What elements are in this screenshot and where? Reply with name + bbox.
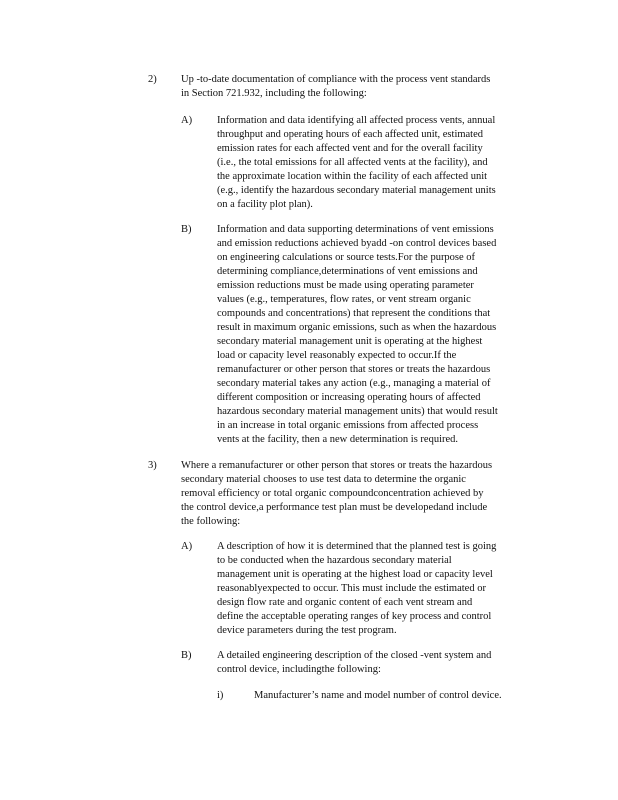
text-line: and emission reductions achieved byadd -on control devices based bbox=[217, 238, 497, 249]
text-line: compounds and concentrations) that represent the conditions that bbox=[217, 308, 491, 319]
text-line: design flow rate and organic content of each vent stream and bbox=[217, 597, 473, 608]
text-line: Manufacturer’s name and model number of control device. bbox=[254, 690, 502, 701]
text-line: secondary material chooses to use test data to determine the organic bbox=[181, 474, 466, 485]
text-line: the approximate location within the facility of each affected unit bbox=[217, 171, 488, 182]
text-line: reasonablyexpected to occur. This must include the estimated or bbox=[217, 583, 486, 594]
text-line: vents at the facility, then a new determination is required. bbox=[217, 434, 459, 445]
text-line: Information and data supporting determinations of vent emissions bbox=[217, 224, 494, 235]
item-label: 3) bbox=[148, 460, 157, 471]
subitem-label: A) bbox=[181, 115, 193, 126]
text-line: remanufacturer or other person that stores or treats the hazardous bbox=[217, 364, 491, 375]
text-line: (i.e., the total emissions for all affected vents at the facility), and bbox=[217, 157, 488, 168]
text-line: emission reductions must be made using operating parameter bbox=[217, 280, 474, 291]
text-line: (e.g., identify the hazardous secondary material management units bbox=[217, 185, 496, 196]
text-line: determining compliance,determinations of vent emissions and bbox=[217, 266, 478, 277]
text-line: Where a remanufacturer or other person that stores or treats the hazardous bbox=[181, 460, 493, 471]
subitem-label: B) bbox=[181, 224, 192, 235]
text-line: on a facility plot plan). bbox=[217, 199, 313, 210]
text-line: in Section 721.932, including the following: bbox=[181, 88, 367, 99]
text-line: A detailed engineering description of the closed -vent system and bbox=[217, 650, 492, 661]
subitem-label: B) bbox=[181, 650, 192, 661]
text-line: Up -to-date documentation of compliance with the process vent standards bbox=[181, 74, 491, 85]
text-line: control device, includingthe following: bbox=[217, 664, 381, 675]
text-line: emission rates for each affected vent and for the overall facility bbox=[217, 143, 483, 154]
text-line: the following: bbox=[181, 516, 241, 527]
text-line: removal efficiency or total organic compoundconcentration achieved by bbox=[181, 488, 484, 499]
text-line: hazardous secondary material management units) that would result bbox=[217, 406, 498, 417]
text-line: different composition or increasing operating hours of affected bbox=[217, 392, 481, 403]
subsubitem-label: i) bbox=[217, 690, 224, 701]
text-line: in an increase in total organic emissions from affected process bbox=[217, 420, 479, 431]
text-line: Information and data identifying all affected process vents, annual bbox=[217, 115, 496, 126]
text-line: throughput and operating hours of each affected unit, estimated bbox=[217, 129, 484, 140]
text-line: on engineering calculations or source tests.For the purpose of bbox=[217, 252, 476, 263]
text-line: management unit is operating at the highest load or capacity level bbox=[217, 569, 493, 580]
text-line: to be conducted when the hazardous secondary material bbox=[217, 555, 452, 566]
text-line: secondary material takes any action (e.g., managing a material of bbox=[217, 378, 491, 389]
text-line: define the acceptable operating ranges of key process and control bbox=[217, 611, 492, 622]
text-line: load or capacity level reasonably expected to occur.If the bbox=[217, 350, 457, 361]
item-label: 2) bbox=[148, 74, 157, 85]
text-line: secondary material management unit is operating at the highest bbox=[217, 336, 483, 347]
text-line: device parameters during the test program. bbox=[217, 625, 397, 636]
text-line: values (e.g., temperatures, flow rates, or vent stream organic bbox=[217, 294, 471, 305]
text-line: the control device,a performance test plan must be developedand include bbox=[181, 502, 488, 513]
text-line: A description of how it is determined that the planned test is going bbox=[217, 541, 497, 552]
text-line: result in maximum organic emissions, such as when the hazardous bbox=[217, 322, 497, 333]
subitem-label: A) bbox=[181, 541, 193, 552]
